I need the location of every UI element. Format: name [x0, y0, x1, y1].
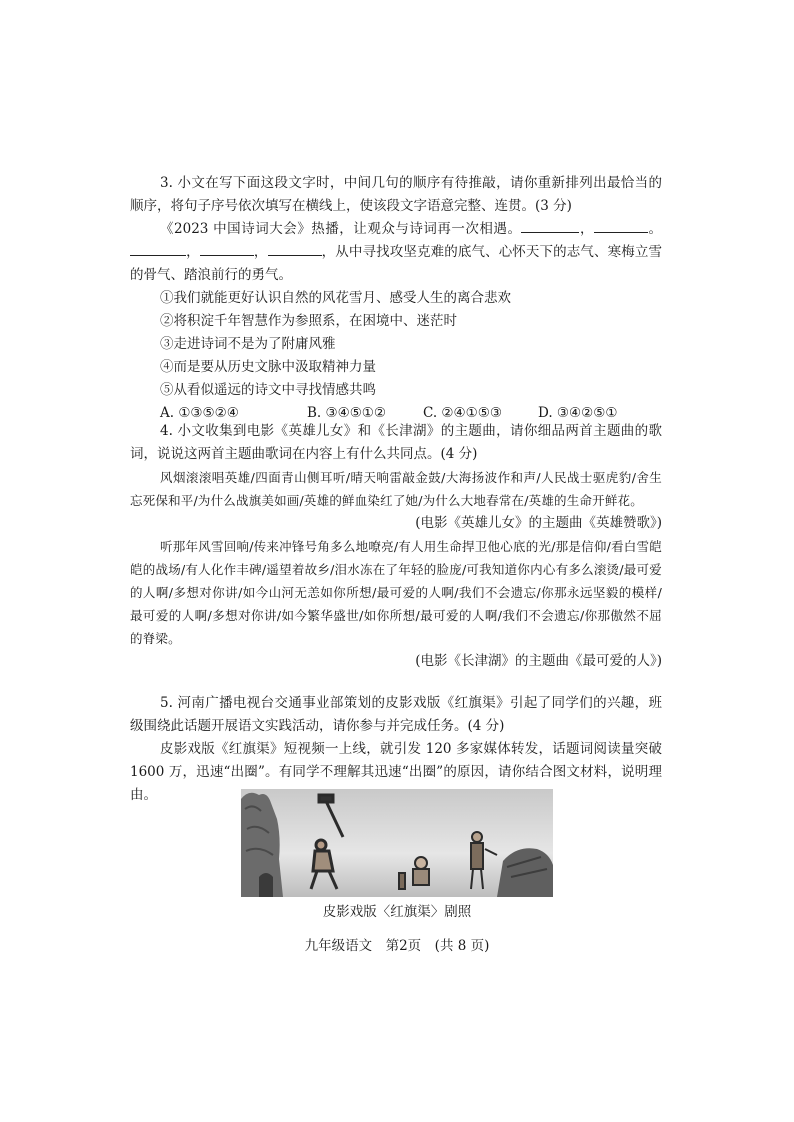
answer-blank-3[interactable] [130, 241, 186, 256]
answer-blank-1[interactable] [521, 218, 579, 233]
choice-b[interactable]: B. ③④⑤①② [307, 405, 387, 421]
question-3 [130, 172, 662, 425]
choice-c[interactable]: C. ②④①⑤③ [423, 405, 502, 421]
q3-passage-start: 《2023 中国诗词大会》热播，让观众与诗词再一次相遇。 [160, 221, 522, 237]
q3-item: ②将积淀千年智慧作为参照系，在困境中、迷茫时 [160, 313, 457, 329]
separator: ， [253, 244, 268, 260]
q4-stem: 4. 小文收集到电影《英雄儿女》和《长津湖》的主题曲，请你细品两首主题曲的歌词，说说这两首主题曲歌词在内容上有什么共同点。(4 分) [130, 423, 662, 462]
separator: ， [186, 244, 200, 260]
figure-caption: 皮影戏版〈红旗渠〉剧照 [322, 904, 472, 920]
lyric-2-source: (电影《长津湖》的主题曲《最可爱的人》) [415, 653, 662, 669]
lyric-2: 听那年风雪回响/传来冲锋号角多么地嘹亮/有人用生命捍卫他心底的光/那是信仰/看白雪皑皑的战场/有人化作丰碑/遥望着故乡/泪水冻在了年轻的脸庞/可我知道你内心有多么滚烫/最可爱的人啊/多想对你讲/如今山河无恙如你所想/最可爱的人啊/我们不会遗忘/你那永远坚毅的模样/最可爱的人啊/多想对你讲/如今繁华盛世/如你所想/最可爱的人啊/我们不会遗忘/你那傲然不屈的脊梁。 [130, 539, 662, 646]
answer-blank-4[interactable] [200, 241, 254, 256]
page-footer: 九年级语文 第2页 (共 8 页) [304, 938, 490, 954]
q3-item: ⑤从看似遥远的诗文中寻找情感共鸣 [160, 382, 376, 398]
q3-item: ③走进诗词不是为了附庸风雅 [160, 336, 336, 352]
q3-item: ④而是要从历史文脉中汲取精神力量 [160, 359, 376, 375]
separator: ， [579, 221, 594, 237]
q3-stem: 3. 小文在写下面这段文字时，中间几句的顺序有待推敲，请你重新排列出最恰当的顺序，将句子序号依次填写在横线上，使该段文字语意完整、连贯。(3 分) [130, 175, 662, 214]
answer-blank-2[interactable] [594, 218, 648, 233]
lyric-1: 风烟滚滚唱英雄/四面青山侧耳听/晴天响雷敲金鼓/大海扬波作和声/人民战士驱虎豹/舍生忘死保和平/为什么战旗美如画/英雄的鲜血染红了她/为什么大地春常在/英雄的生命开鲜花。 [130, 470, 662, 508]
answer-blank-5[interactable] [268, 241, 322, 256]
question-4 [130, 420, 662, 673]
choice-d[interactable]: D. ③④②⑤① [538, 405, 618, 421]
q3-item: ①我们就能更好认识自然的风花雪月、感受人生的离合悲欢 [160, 290, 511, 306]
q5-para: 皮影戏版《红旗渠》短视频一上线，就引发 120 多家媒体转发，话题词阅读量突破 1600 万，迅速“出圈”。有同学不理解其迅速“出圈”的原因，请你结合图文材料，说明理由。 [130, 741, 662, 803]
shadow-puppet-photo-illustration [241, 789, 553, 897]
q3-passage [130, 218, 662, 287]
choice-a[interactable]: A. ①③⑤②④ [160, 405, 239, 421]
q3-passage-end: ，从中寻找攻坚克难的底气、心怀天下的志气、寒梅立雪的骨气、踏浪前行的勇气。 [130, 244, 663, 283]
separator: 。 [647, 221, 662, 237]
shadow-puppet-photo [241, 789, 553, 897]
lyric-1-source: (电影《英雄儿女》的主题曲《英雄赞歌》) [415, 515, 662, 531]
q5-stem: 5. 河南广播电视台交通事业部策划的皮影戏版《红旗渠》引起了同学们的兴趣，班级围绕此话题开展语文实践活动，请你参与并完成任务。(4 分) [130, 695, 662, 734]
